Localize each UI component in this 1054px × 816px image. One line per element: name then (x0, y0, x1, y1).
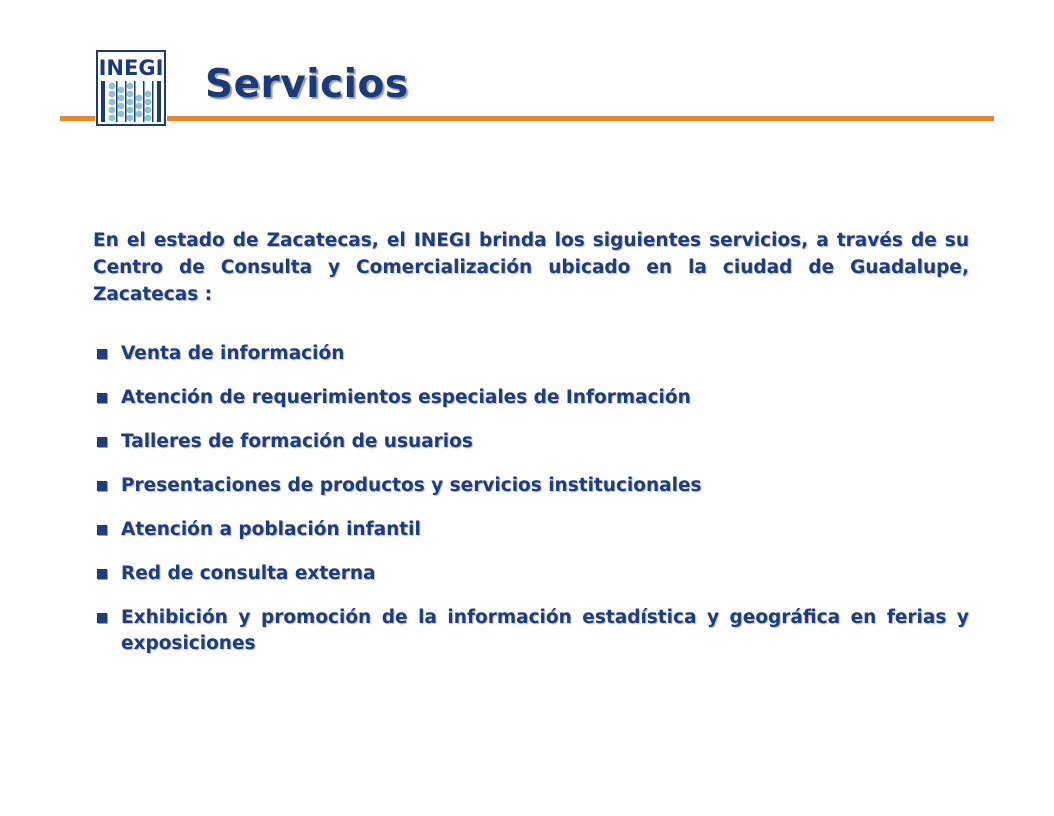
svg-text:INEGI: INEGI (98, 56, 164, 80)
list-item (97, 385, 969, 411)
inegi-logo (95, 50, 167, 126)
service-label: Talleres de formación de usuarios (121, 431, 473, 452)
list-item (97, 473, 969, 499)
square-bullet-icon (97, 393, 107, 403)
list-item (97, 517, 969, 543)
service-label: Exhibición y promoción de la información estadística y geográfica en ferias y exposiciones (121, 607, 969, 654)
service-label: Atención a población infantil (121, 519, 421, 540)
services-list (97, 341, 969, 675)
list-item (97, 561, 969, 587)
square-bullet-icon (97, 481, 107, 491)
square-bullet-icon (97, 613, 107, 623)
square-bullet-icon (97, 525, 107, 535)
service-label: Atención de requerimientos especiales de Información (121, 387, 691, 408)
list-item (97, 605, 969, 657)
square-bullet-icon (97, 569, 107, 579)
list-item (97, 341, 969, 367)
service-label: Venta de información (121, 343, 345, 364)
service-label: Red de consulta externa (121, 563, 376, 584)
page-title: Servicios (205, 62, 409, 107)
square-bullet-icon (97, 349, 107, 359)
square-bullet-icon (97, 437, 107, 447)
intro-paragraph: En el estado de Zacatecas, el INEGI brinda los siguientes servicios, a través de su Centro de Consulta y Comercialización ubicado en la ciudad de Guadalupe, Zacatecas : (93, 230, 969, 305)
header-rule (60, 116, 994, 121)
service-label: Presentaciones de productos y servicios institucionales (121, 475, 702, 496)
list-item (97, 429, 969, 455)
